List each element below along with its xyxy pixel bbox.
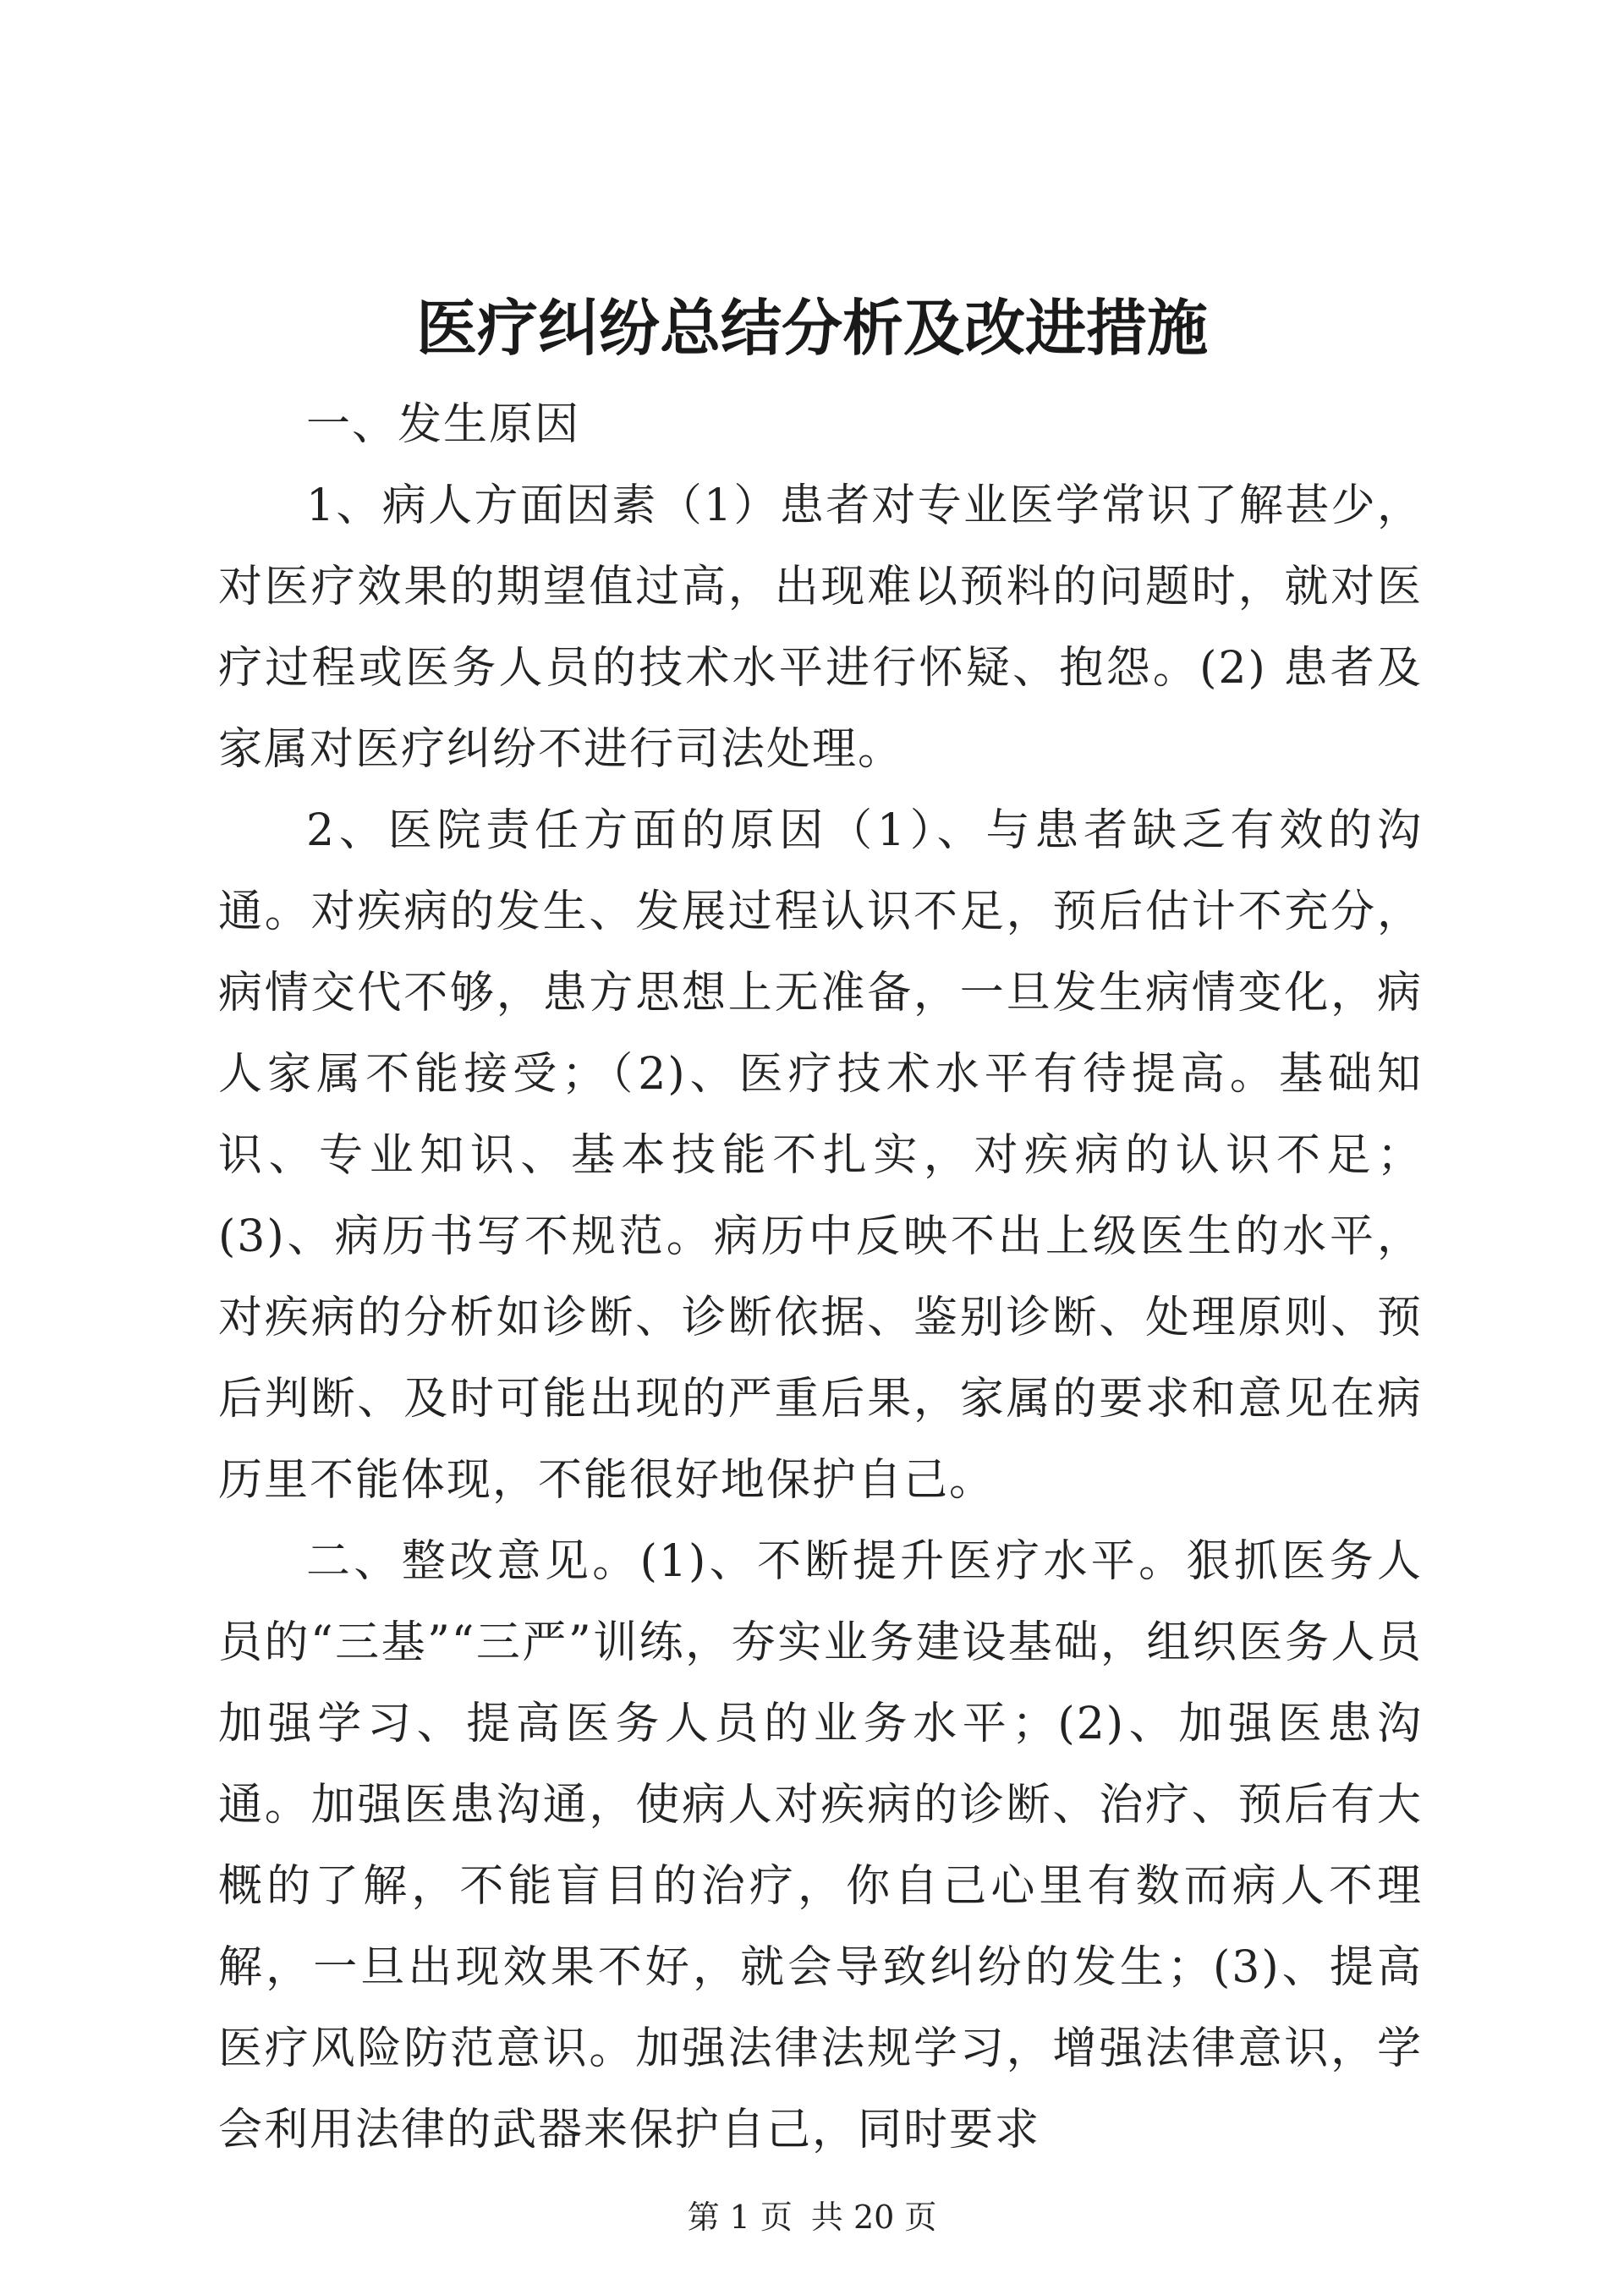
document-body bbox=[218, 384, 1423, 2171]
page-total: 共 20 页 bbox=[810, 2199, 937, 2236]
paragraph-hospital-factors: 2、医院责任方面的原因（1）、与患者缺乏有效的沟通。对疾病的发生、发展过程认识不足，预后估计不充分，病情交代不够，患方思想上无准备，一旦发生病情变化，病人家属不能接受；（2)、医疗技术水平有待提高。基础知识、专业知识、基本技能不扎实，对疾病的认识不足；(3)、病历书写不规范。病历中反映不出上级医生的水平，对疾病的分析如诊断、诊断依据、鉴别诊断、处理原则、预后判断、及时可能出现的严重后果，家属的要求和意见在病历里不能体现，不能很好地保护自己。 bbox=[218, 805, 1423, 1506]
page-number: 第 1 页 bbox=[687, 2199, 793, 2236]
section-heading-causes: 一、发生原因 bbox=[306, 399, 581, 450]
page-footer bbox=[0, 2196, 1624, 2238]
document-title: 医疗纠纷总结分析及改进措施 bbox=[415, 292, 1208, 364]
paragraph-patient-factors: 1、病人方面因素（1）患者对专业医学常识了解甚少，对医疗效果的期望值过高，出现难以预料的问题时，就对医疗过程或医务人员的技术水平进行怀疑、抱怨。(2) 患者及家属对医疗纠纷不进行司法处理。 bbox=[218, 480, 1423, 775]
paragraph-rectification: 二、整改意见。(1)、不断提升医疗水平。狠抓医务人员的“三基”“三严”训练，夯实业务建设基础，组织医务人员加强学习、提高医务人员的业务水平；(2)、加强医患沟通。加强医患沟通，使病人对疾病的诊断、治疗、预后有大概的了解，不能盲目的治疗，你自己心里有数而病人不理解，一旦出现效果不好，就会导致纠纷的发生；(3)、提高医疗风险防范意识。加强法律法规学习，增强法律意识，学会利用法律的武器来保护自己，同时要求 bbox=[218, 1536, 1423, 2155]
